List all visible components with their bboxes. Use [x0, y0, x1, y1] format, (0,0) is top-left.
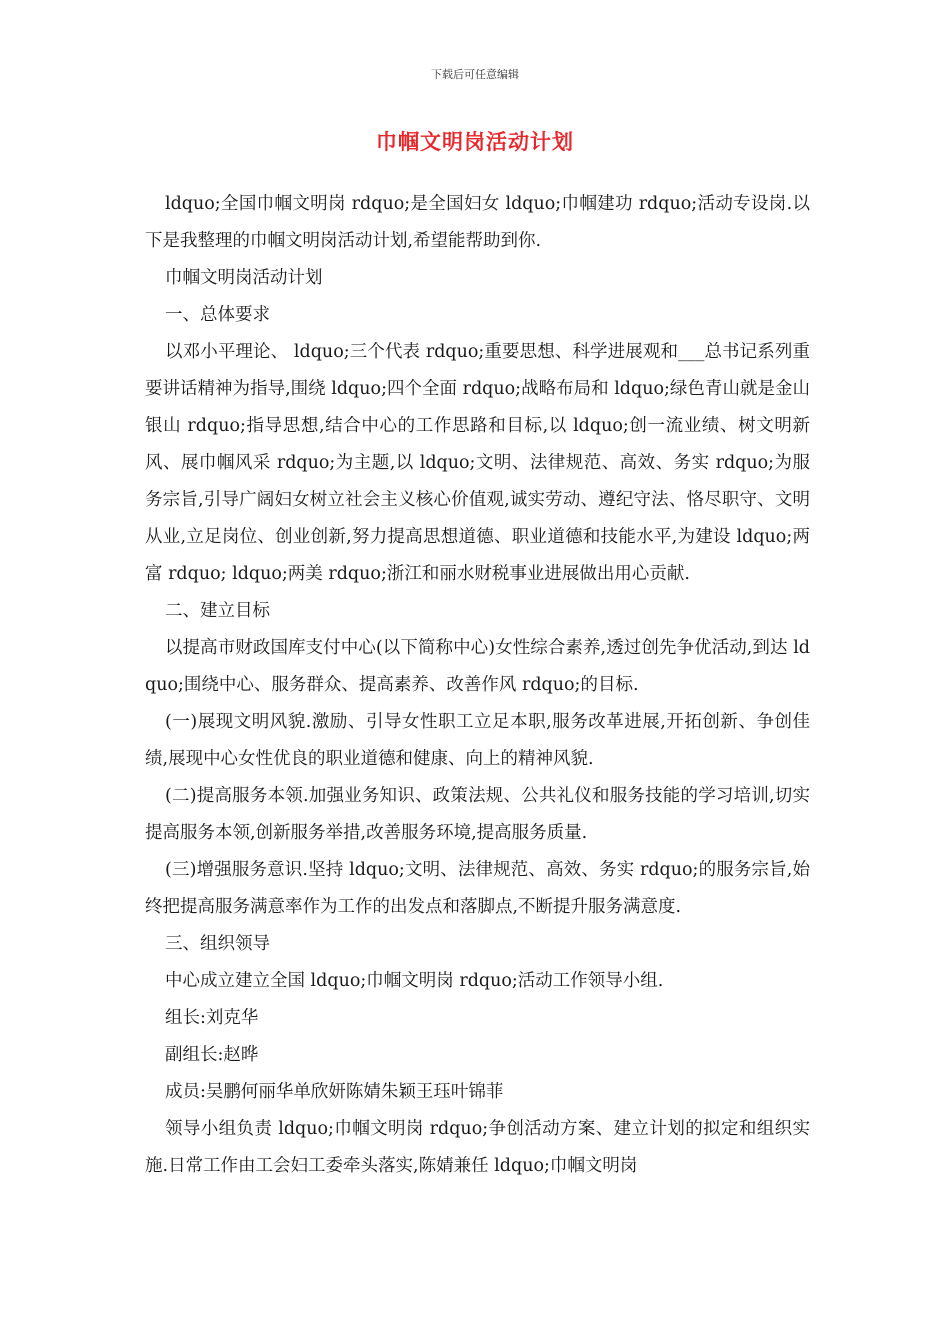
document-body [145, 186, 810, 1185]
paragraph-goal-2: (二)提高服务本领.加强业务知识、政策法规、公共礼仪和服务技能的学习培训,切实提高服务本领,创新服务举措,改善服务环境,提高服务质量. [145, 786, 810, 843]
paragraph-goal-1: (一)展现文明风貌.激励、引导女性职工立足本职,服务改革进展,开拓创新、争创佳绩,展现中心女性优良的职业道德和健康、向上的精神风貌. [145, 712, 810, 769]
document-title: 巾帼文明岗活动计划 [376, 130, 574, 154]
paragraph-leadership: 中心成立建立全国 ldquo;巾帼文明岗 rdquo;活动工作领导小组. [165, 971, 664, 991]
paragraph-goal-3: (三)增强服务意识.坚持 ldquo;文明、法律规范、高效、务实 rdquo;的服务宗旨,始终把提高服务满意率作为工作的出发点和落脚点,不断提升服务满意度. [145, 860, 810, 917]
paragraph-intro: ldquo;全国巾帼文明岗 rdquo;是全国妇女 ldquo;巾帼建功 rdquo;活动专设岗.以下是我整理的巾帼文明岗活动计划,希望能帮助到你. [145, 194, 810, 251]
paragraph-members: 成员:吴鹏何丽华单欣妍陈婧朱颖王珏叶锦菲 [165, 1082, 504, 1102]
paragraph-deputy-leader: 副组长:赵晔 [165, 1045, 259, 1065]
section-heading-3: 三、组织领导 [165, 934, 270, 954]
header-note: 下载后可任意编辑 [431, 68, 519, 81]
paragraph-subtitle: 巾帼文明岗活动计划 [165, 268, 323, 288]
paragraph-leader: 组长:刘克华 [165, 1008, 259, 1028]
paragraph-responsibilities: 领导小组负责 ldquo;巾帼文明岗 rdquo;争创活动方案、建立计划的拟定和组织实施.日常工作由工会妇工委牵头落实,陈婧兼任 ldquo;巾帼文明岗 [145, 1119, 810, 1176]
section-heading-2: 二、建立目标 [165, 601, 270, 621]
paragraph-requirements: 以邓小平理论、 ldquo;三个代表 rdquo;重要思想、科学进展观和___总书记系列重要讲话精神为指导,围绕 ldquo;四个全面 rdquo;战略布局和 ldquo;绿色青山就是金山银山 rdquo;指导思想,结合中心的工作思路和目标,以 ldquo;创一流业绩、树文明新风、展巾帼风采 rdquo;为主题,以 ldquo;文明、法律规范、高效、务实 rdquo;为服务宗旨,引导广阔妇女树立社会主义核心价值观,诚实劳动、遵纪守法、恪尽职守、文明从业,立足岗位、创业创新,努力提高思想道德、职业道德和技能水平,为建设 ldquo;两富 rdquo; ldquo;两美 rdquo;浙江和丽水财税事业进展做出用心贡献. [145, 342, 810, 584]
paragraph-goals: 以提高市财政国库支付中心(以下简称中心)女性综合素养,透过创先争优活动,到达 ldquo;围绕中心、服务群众、提高素养、改善作风 rdquo;的目标. [145, 638, 810, 695]
section-heading-1: 一、总体要求 [165, 305, 270, 325]
